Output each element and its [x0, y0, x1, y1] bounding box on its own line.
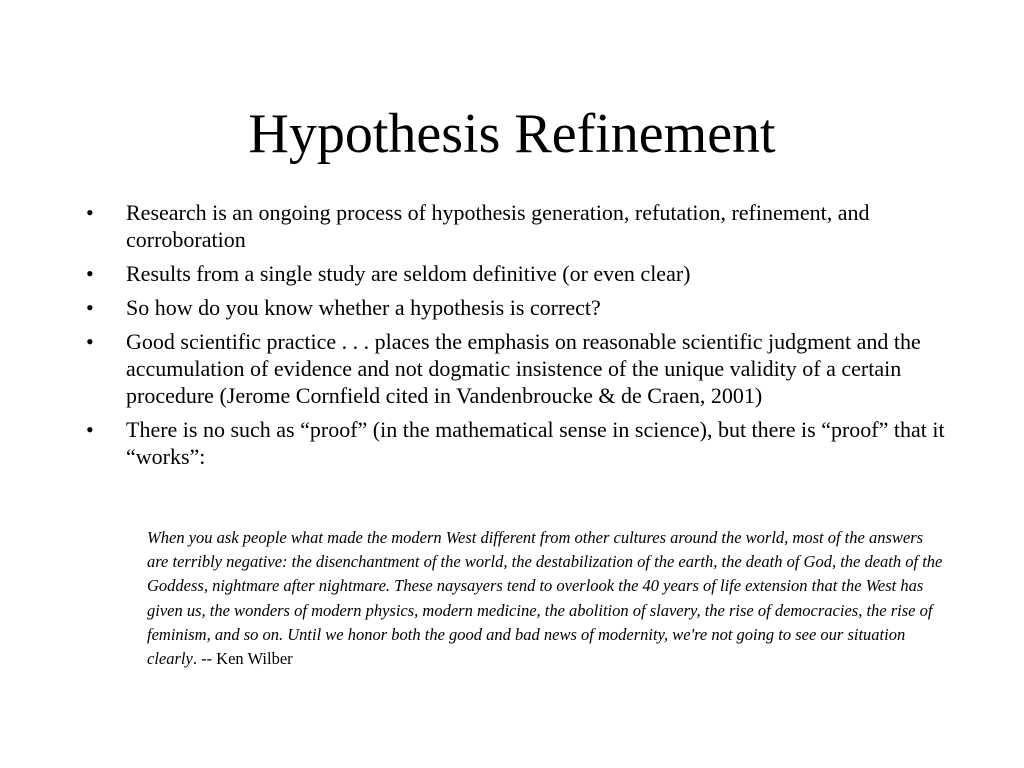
bullet-icon: •	[86, 261, 94, 286]
bullet-icon: •	[86, 329, 94, 354]
bullet-icon: •	[86, 200, 94, 225]
bullet-text: Research is an ongoing process of hypothesis generation, refutation, refinement, and corroboration	[126, 200, 870, 252]
bullet-list	[86, 199, 946, 477]
bullet-icon: •	[86, 295, 94, 320]
bullet-text: Results from a single study are seldom definitive (or even clear)	[126, 261, 691, 286]
slide-title: Hypothesis Refinement	[248, 103, 776, 165]
bullet-item	[86, 328, 946, 409]
bullet-item	[86, 294, 946, 321]
bullet-icon: •	[86, 417, 94, 442]
quote-text: When you ask people what made the modern West different from other cultures around the world, most of the answers are terribly negative: the disenchantment of the world, the destabilization of the earth, the death of God, the death of the Goddess, nightmare after nightmare. These naysayers tend to overlook the 40 years of life extension that the West has given us, the wonders of modern physics, modern medicine, the abolition of slavery, the rise of democracies, the rise of feminism, and so on. Until we honor both the good and bad news of modernity, we're not going to see our situation clearly	[147, 528, 943, 669]
bullet-item	[86, 199, 946, 253]
bullet-text: Good scientific practice . . . places the emphasis on reasonable scientific judgment and the accumulation of evidence and not dogmatic insistence of the unique validity of a certain procedure (Jerome Cornfield cited in Vandenbroucke & de Craen, 2001)	[126, 329, 921, 408]
bullet-item	[86, 416, 946, 470]
bullet-item	[86, 260, 946, 287]
bullet-text: There is no such as “proof” (in the mathematical sense in science), but there is “proof” that it “works”:	[126, 417, 945, 469]
quote-block	[147, 526, 947, 671]
bullet-text: So how do you know whether a hypothesis is correct?	[126, 295, 601, 320]
quote-attribution: . -- Ken Wilber	[192, 649, 293, 669]
